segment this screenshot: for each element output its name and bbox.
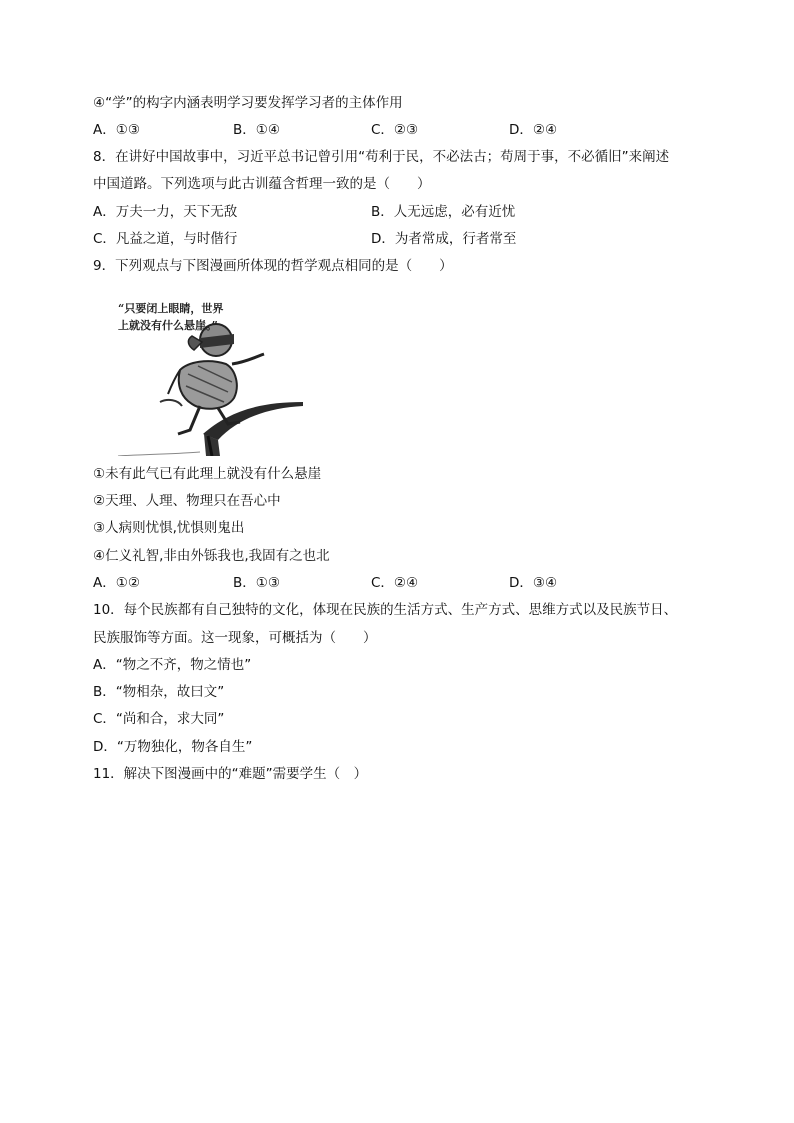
- cartoon-caption-line-2: 上就没有什么悬崖。”: [118, 319, 218, 332]
- q8-stem-line-2: 中国道路。下列选项与此古训蕴含哲理一致的是（ ）: [93, 176, 431, 192]
- q10-option-d[interactable]: D．“万物独化，物各自生”: [93, 739, 253, 755]
- q7-item-4: ④“学”的构字内涵表明学习要发挥学习者的主体作用: [93, 95, 403, 111]
- q8-stem-line-1: 8．在讲好中国故事中，习近平总书记曾引用“苟利于民，不必法古；苟周于事，不必循旧”来阐述: [93, 149, 670, 165]
- q10-option-b[interactable]: B．“物相杂，故曰文”: [93, 684, 225, 700]
- cartoon-caption-line-1: “只要闭上眼睛，世界: [118, 302, 224, 315]
- q9-stem: 9．下列观点与下图漫画所体现的哲学观点相同的是（ ）: [93, 258, 453, 274]
- q9-item-3: ③人病则忧惧,忧惧则鬼出: [93, 520, 245, 536]
- cartoon-caption: [118, 300, 223, 334]
- q9-item-4: ④仁义礼智,非由外铄我也,我固有之也北: [93, 548, 330, 564]
- q10-stem-line-2: 民族服饰等方面。这一现象，可概括为（ ）: [93, 630, 377, 646]
- q9-option-a[interactable]: A．①②: [93, 575, 140, 591]
- q8-option-b[interactable]: B．人无远虑，必有近忧: [371, 204, 516, 220]
- q8-option-a[interactable]: A．万夫一力，天下无敌: [93, 204, 238, 220]
- q9-option-d[interactable]: D．③④: [509, 575, 558, 591]
- q7-option-b[interactable]: B．①④: [233, 122, 280, 138]
- q8-option-c[interactable]: C．凡益之道，与时偕行: [93, 231, 238, 247]
- q11-stem: 11．解决下图漫画中的“难题”需要学生（ ）: [93, 766, 368, 782]
- q10-option-a[interactable]: A．“物之不齐，物之情也”: [93, 657, 252, 673]
- q9-item-2: ②天理、人理、物理只在吾心中: [93, 493, 281, 509]
- q10-stem-line-1: 10．每个民族都有自己独特的文化，体现在民族的生活方式、生产方式、思维方式以及民族节日、: [93, 602, 678, 618]
- q9-item-1: ①未有此气已有此理上就没有什么悬崖: [93, 466, 322, 482]
- q7-option-d[interactable]: D．②④: [509, 122, 558, 138]
- q9-option-b[interactable]: B．①③: [233, 575, 280, 591]
- q10-option-c[interactable]: C．“尚和合，求大同”: [93, 711, 225, 727]
- q7-option-a[interactable]: A．①③: [93, 122, 140, 138]
- q8-option-d[interactable]: D．为者常成，行者常至: [371, 231, 517, 247]
- q9-option-c[interactable]: C．②④: [371, 575, 419, 591]
- q7-option-c[interactable]: C．②③: [371, 122, 419, 138]
